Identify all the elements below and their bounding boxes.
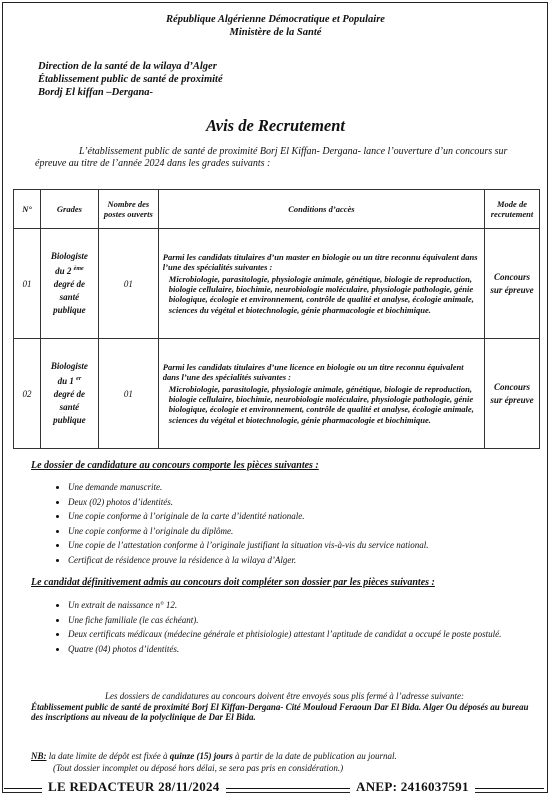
header-mode: Mode de recrutement <box>485 190 540 229</box>
conditions-lead: Parmi les candidats titulaires d’un master en biologie ou un titre reconnu équivalent dans l’une des spécialités suivantes : <box>162 251 478 273</box>
submission-intro: Les dossiers de candidatures au concours doivent être envoyés sous plis fermé à l’adresse suivante: <box>105 691 464 701</box>
list-item: • Certificat de résidence prouve la résidence à la wilaya d’Alger. <box>68 553 518 568</box>
positions-table <box>13 189 540 449</box>
conditions-specialties: Microbiologie, parasitologie, physiologie animale, génétique, biologie de reproduction, biologie cellulaire, biochimie, neurobiologie moléculaire, physiologie pathologie, génie biologique, écologie et environnement, contrôle de qualité et analyse, écologie animale, sciences du végétal et biotechnologie, génie pharmacologie et biochimique. <box>168 273 474 315</box>
list-item: • Une copie de l’attestation conforme à l’originale justifiant la situation vis-à-vis du service national. <box>68 538 518 553</box>
nb-text: à partir de la date de publication au journal. <box>232 751 397 761</box>
table-row <box>14 229 540 339</box>
list-item: • Une fiche familiale (le cas échéant). <box>68 613 518 628</box>
row-conditions <box>158 229 484 339</box>
admis-heading: Le candidat définitivement admis au concours doit compléter son dossier par les pièces suivantes : <box>31 577 435 588</box>
nb-line <box>31 750 531 762</box>
page-title: Avis de Recrutement <box>205 116 345 135</box>
nb-line-2: (Tout dossier incomplet ou déposé hors délai, se sera pas pris en considération.) <box>53 763 344 773</box>
mode-line: Concours <box>493 381 530 392</box>
grade-line: santé <box>59 292 80 302</box>
conditions-lead: Parmi les candidats titulaires d’une licence en biologie ou un titre reconnu équivalent dans l’une des spécialités suivantes : <box>162 361 464 383</box>
header <box>0 13 551 39</box>
list-item: • Une demande manuscrite. <box>68 480 518 495</box>
submission-address-text: Établissement public de santé de proximité Borj El Kiffan-Dergana- Cité Mouloud Feraoun Dar El Bida. Alger Ou déposés au bureau des inscriptions au niveau de la polyclinique de Dar El Bida. <box>31 701 529 722</box>
header-grade: Grades <box>40 190 98 229</box>
intro-paragraph: L’établissement public de santé de proximité Borj El Kiffan- Dergana- lance l’ouverture d’un concours sur épreuve au titre de l’année 2024 dans les grades suivants : <box>35 146 508 169</box>
list-item: • Une copie conforme à l’originale du diplôme. <box>68 524 518 539</box>
row-grade <box>40 229 98 339</box>
redacteur-label: LE REDACTEUR 28/11/2024 <box>42 779 226 795</box>
mode-line: Concours <box>493 271 530 282</box>
header-num: N° <box>14 190 41 229</box>
institution-line-1: Direction de la santé de la wilaya d’Alger <box>38 61 217 72</box>
grade-line <box>43 373 96 388</box>
admis-list <box>52 598 518 656</box>
conditions-specialties: Microbiologie, parasitologie, physiologie animale, génétique, biologie de reproduction, biologie cellulaire, biochimie, neurobiologie moléculaire, physiologie pathologie, génie biologique, écologie et environnement, contrôle de qualité et analyse, écologie animale, sciences du végétal et biotechnologie, génie pharmacologie et biochimique. <box>168 383 474 425</box>
grade-text: du 1 <box>57 376 74 386</box>
row-posts: 01 <box>98 229 158 339</box>
row-posts: 01 <box>98 339 158 449</box>
footer <box>0 781 551 794</box>
grade-line: Biologiste <box>50 251 88 261</box>
nb-note <box>31 750 531 774</box>
header-conditions: Conditions d’accès <box>158 190 484 229</box>
dossier-heading: Le dossier de candidature au concours comporte les pièces suivantes : <box>31 460 319 471</box>
list-item: • Deux (02) photos d’identités. <box>68 495 518 510</box>
nb-label: NB: <box>31 751 47 761</box>
list-item: • Une copie conforme à l’originale de la carte d’identité nationale. <box>68 509 518 524</box>
row-grade <box>40 339 98 449</box>
list-item: • Deux certificats médicaux (médecine générale et phtisiologie) attestant l’aptitude de candidat a occupé le poste postulé. <box>68 627 518 642</box>
submission-address <box>31 691 531 723</box>
institution-block <box>38 60 223 99</box>
grade-line: degré de <box>53 389 86 399</box>
row-mode <box>485 229 540 339</box>
grade-sup: ème <box>73 266 84 272</box>
header-posts: Nombre des postes ouverts <box>98 190 158 229</box>
grade-text: du 2 <box>55 266 72 276</box>
dossier-list <box>52 480 518 567</box>
table-header-row <box>14 190 540 229</box>
row-num: 01 <box>14 229 41 339</box>
row-num: 02 <box>14 339 41 449</box>
grade-line <box>43 263 96 278</box>
row-conditions <box>158 339 484 449</box>
anep-number: ANEP: 2416037591 <box>350 779 475 795</box>
list-item: • Quatre (04) photos d’identités. <box>68 642 518 657</box>
grade-line: degré de <box>53 279 86 289</box>
nb-deadline: quinze (15) jours <box>169 751 233 761</box>
row-mode <box>485 339 540 449</box>
ministry-name: Ministère de la Santé <box>229 27 322 38</box>
list-item: • Un extrait de naissance n° 12. <box>68 598 518 613</box>
grade-line: santé <box>59 402 80 412</box>
grade-line: publique <box>53 305 86 315</box>
mode-line: sur épreuve <box>490 394 534 405</box>
grade-line: Biologiste <box>50 361 88 371</box>
grade-line: publique <box>53 415 86 425</box>
grade-sup: er <box>76 376 82 382</box>
nb-text: la date limite de dépôt est fixée à <box>46 751 170 761</box>
institution-line-2: Établissement public de santé de proximité <box>38 74 223 85</box>
table-row <box>14 339 540 449</box>
mode-line: sur épreuve <box>490 284 534 295</box>
republic-name: République Algérienne Démocratique et Populaire <box>166 14 385 25</box>
institution-line-3: Bordj El kiffan –Dergana- <box>38 87 154 98</box>
